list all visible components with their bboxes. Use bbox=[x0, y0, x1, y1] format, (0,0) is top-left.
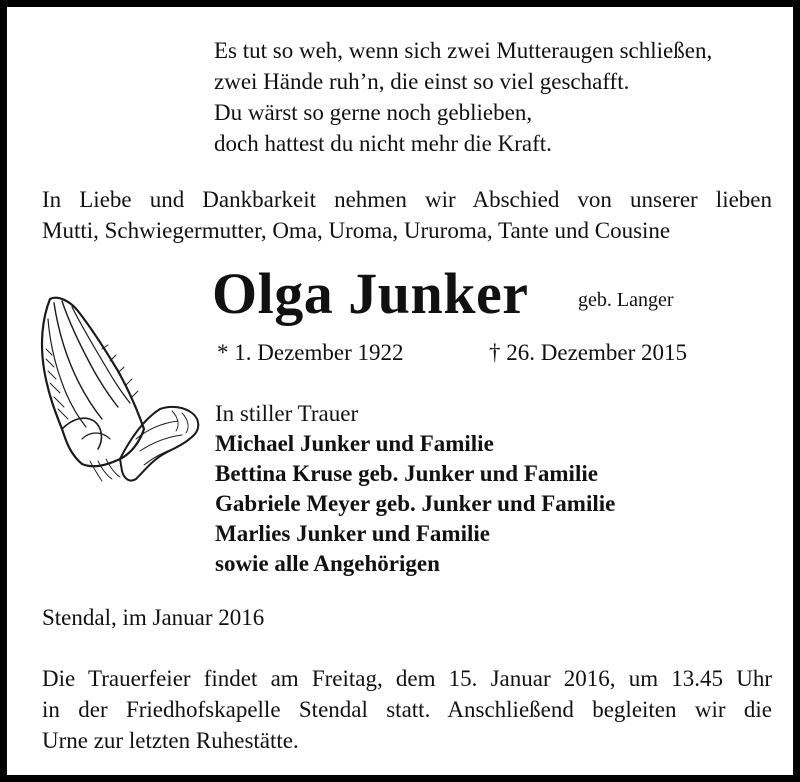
funeral-line: Die Trauerfeier findet am Freitag, dem 15. Januar 2016, um 13.45 Uhr bbox=[42, 666, 772, 691]
poem-line: zwei Hände ruh’n, die einst so viel geschafft. bbox=[214, 69, 630, 94]
death-date: † 26. Dezember 2015 bbox=[489, 340, 687, 365]
praying-hands-icon bbox=[32, 289, 207, 489]
maiden-name: geb. Langer bbox=[578, 289, 674, 311]
poem bbox=[214, 35, 712, 159]
birth-date: * 1. Dezember 1922 bbox=[217, 340, 404, 365]
poem-line: Es tut so weh, wenn sich zwei Mutteraugen schließen, bbox=[214, 38, 713, 63]
deceased-name: Olga Junker bbox=[212, 261, 529, 326]
intro-line: In Liebe und Dankbarkeit nehmen wir Abschied von unserer lieben bbox=[42, 187, 772, 212]
mourners-list bbox=[215, 399, 615, 579]
mourners-lead: In stiller Trauer bbox=[215, 401, 359, 426]
funeral-info bbox=[42, 663, 772, 756]
place-date: Stendal, im Januar 2016 bbox=[42, 605, 265, 630]
funeral-line: Urne zur letzten Ruhestätte. bbox=[42, 728, 299, 753]
intro-line: Mutti, Schwiegermutter, Oma, Uroma, Ururoma, Tante und Cousine bbox=[42, 218, 671, 243]
poem-line: doch hattest du nicht mehr die Kraft. bbox=[214, 131, 552, 156]
poem-line: Du wärst so gerne noch geblieben, bbox=[214, 100, 533, 125]
mourner-family: sowie alle Angehörigen bbox=[215, 551, 440, 576]
mourner-family: Marlies Junker und Familie bbox=[215, 521, 490, 546]
mourner-family: Michael Junker und Familie bbox=[215, 431, 494, 456]
mourner-family: Bettina Kruse geb. Junker und Familie bbox=[215, 461, 598, 486]
mourner-family: Gabriele Meyer geb. Junker und Familie bbox=[215, 491, 616, 516]
intro-text bbox=[42, 184, 772, 246]
funeral-line: in der Friedhofskapelle Stendal statt. Anschließend begleiten wir die bbox=[42, 697, 772, 722]
